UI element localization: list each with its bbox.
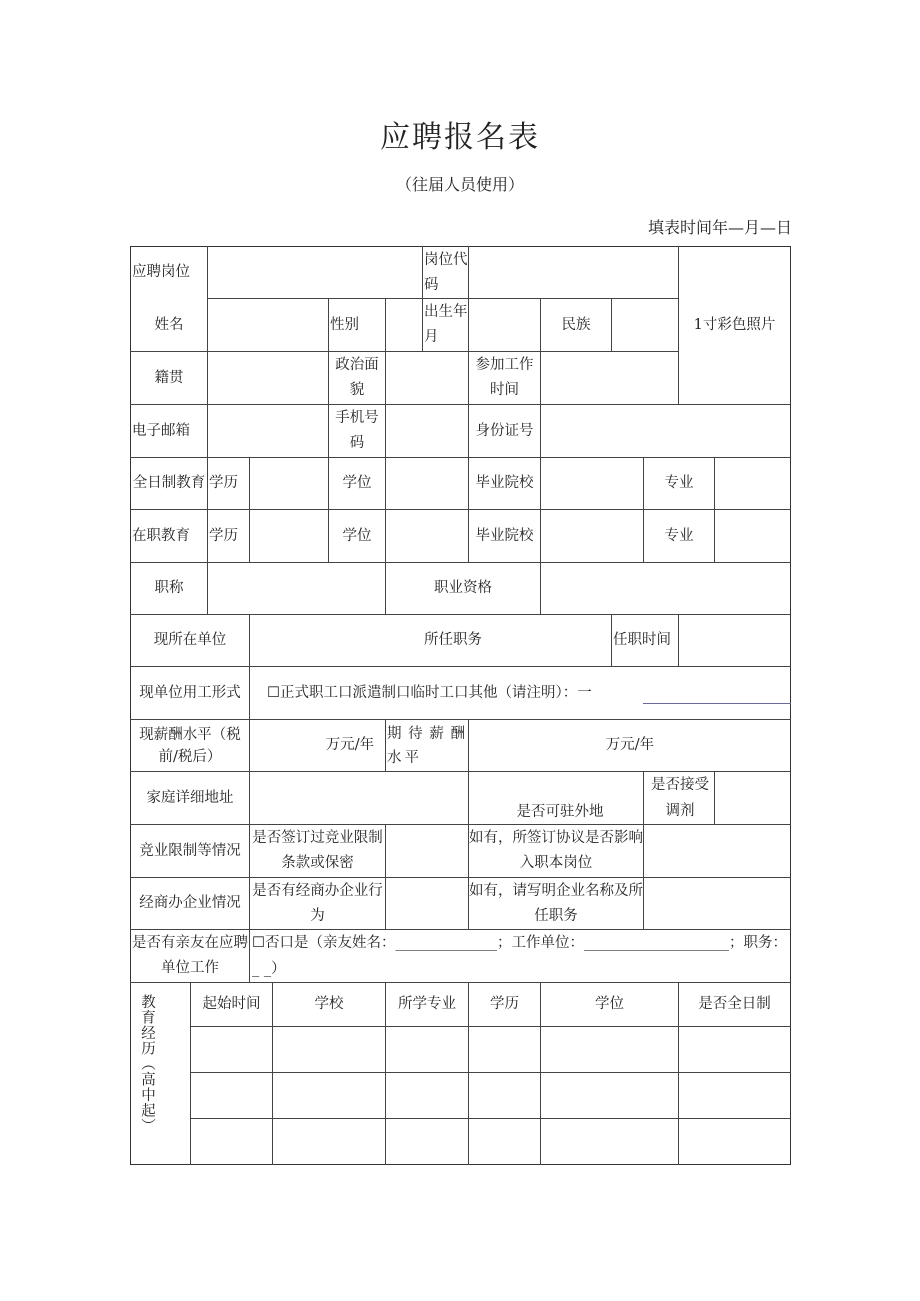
current-employer-input[interactable] — [250, 615, 422, 666]
ethnicity-input[interactable] — [612, 299, 678, 351]
grid-line — [249, 824, 250, 929]
grid-line — [714, 457, 715, 562]
label-origin: 籍贯 — [154, 369, 184, 386]
grid-line — [468, 719, 469, 771]
birth-input[interactable] — [469, 299, 540, 351]
label-inservice-edu: 在职教育 — [132, 527, 190, 544]
salary-unit: 万元/年 — [325, 737, 375, 753]
label-station-away: 是否可驻外地 — [516, 803, 604, 820]
qualification-input[interactable] — [541, 563, 790, 614]
label-position: 应聘岗位 — [132, 264, 190, 280]
label-graduate-school: 毕业院校 — [475, 527, 534, 544]
edu-col-major: 所学专业 — [398, 996, 456, 1012]
label-relatives: 是否有亲友在应聘单位工作 — [132, 935, 248, 976]
grid-line — [190, 1072, 791, 1073]
origin-input[interactable] — [208, 352, 328, 404]
label-education: 学历 — [209, 527, 238, 544]
label-gender: 性别 — [330, 316, 359, 333]
relatives-detail[interactable]: ☐否口是（亲友姓名：______________；工作单位：____________________；职务：_ _） — [252, 935, 787, 977]
grid-line — [249, 457, 250, 562]
email-input[interactable] — [208, 405, 328, 457]
grid-line — [190, 1026, 791, 1027]
grid-line — [190, 1118, 791, 1119]
grid-line — [468, 771, 469, 824]
label-degree: 学位 — [342, 475, 372, 491]
work-start-input[interactable] — [541, 352, 678, 404]
edu-col-start: 起始时间 — [202, 996, 261, 1012]
label-fulltime-edu: 全日制教育 — [132, 475, 206, 491]
label-expected-salary: 期待薪酬水平 — [387, 725, 468, 766]
label-title-rank: 职称 — [154, 580, 184, 596]
business-input[interactable] — [386, 878, 468, 929]
name-input[interactable] — [208, 299, 328, 351]
grid-line — [249, 719, 250, 771]
accept-adjust-input[interactable] — [715, 772, 790, 824]
business-follow-input[interactable] — [644, 878, 790, 929]
label-work-start: 参加工作时间 — [475, 357, 534, 398]
label-graduate-school: 毕业院校 — [475, 475, 534, 491]
business-question: 是否有经商办企业行为 — [252, 882, 383, 924]
label-id-number: 身份证号 — [475, 422, 534, 439]
gender-input[interactable] — [386, 299, 422, 351]
grid-line — [385, 457, 386, 562]
position-input[interactable] — [208, 247, 422, 298]
label-business: 经商办企业情况 — [139, 895, 241, 911]
fill-date: 填表时间年—月—日 — [647, 218, 792, 237]
grid-line — [643, 771, 644, 824]
edu-col-education: 学历 — [490, 996, 519, 1012]
label-major: 专业 — [664, 475, 694, 491]
label-current-post: 所任职务 — [424, 632, 482, 648]
page-title: 应聘报名表 — [380, 120, 540, 155]
photo-box[interactable]: 1寸彩色照片 — [693, 317, 776, 333]
edu-col-degree: 学位 — [595, 996, 624, 1012]
political-input[interactable] — [386, 352, 468, 404]
label-employment-type: 现单位用工形式 — [139, 684, 241, 701]
position-code-input[interactable] — [469, 247, 678, 298]
noncompete-input[interactable] — [386, 825, 468, 877]
label-edu-history: 教育经历（高中起） — [139, 994, 155, 1134]
grid-line — [249, 666, 250, 719]
label-current-salary: 现薪酬水平（税前/税后） — [139, 726, 241, 765]
label-qualification: 职业资格 — [434, 580, 492, 596]
label-email: 电子邮箱 — [132, 422, 190, 439]
label-education: 学历 — [209, 475, 238, 491]
label-tenure: 任职时间 — [613, 632, 671, 648]
tenure-input[interactable] — [679, 615, 790, 666]
label-current-employer: 现所在单位 — [153, 632, 227, 648]
other-underline — [643, 703, 791, 704]
noncompete-follow-input[interactable] — [644, 825, 790, 877]
business-follow: 如有，请写明企业名称及所任职务 — [469, 882, 643, 924]
noncompete-question: 是否签订过竞业限制条款或保密 — [252, 830, 383, 871]
grid-line — [540, 457, 541, 562]
noncompete-follow: 如有，所签订协议是否影响入职本岗位 — [469, 830, 643, 871]
title-rank-input[interactable] — [208, 563, 385, 614]
grid-line — [249, 929, 250, 982]
label-degree: 学位 — [342, 527, 372, 544]
employment-type-options[interactable]: ☐正式职工口派遣制口临时工口其他（请注明）：一 — [267, 684, 592, 701]
label-address: 家庭详细地址 — [146, 789, 234, 806]
label-major: 专业 — [664, 527, 694, 544]
edu-col-fulltime: 是否全日制 — [698, 996, 771, 1012]
label-phone: 手机号码 — [335, 410, 379, 451]
edu-col-school: 学校 — [314, 996, 344, 1012]
address-input[interactable] — [250, 772, 468, 824]
expected-salary-unit: 万元/年 — [605, 737, 655, 753]
page-subtitle: （往届人员使用） — [395, 175, 524, 194]
label-noncompete: 竞业限制等情况 — [139, 842, 241, 859]
label-ethnicity: 民族 — [561, 316, 591, 333]
phone-input[interactable] — [386, 405, 468, 457]
label-name: 姓名 — [154, 316, 184, 333]
label-birth: 出生年月 — [424, 304, 468, 345]
label-accept-adjust: 是否接受调剂 — [651, 777, 709, 819]
label-political: 政治面貌 — [335, 357, 379, 398]
label-position-code: 岗位代码 — [424, 251, 468, 293]
id-number-input[interactable] — [541, 405, 790, 457]
